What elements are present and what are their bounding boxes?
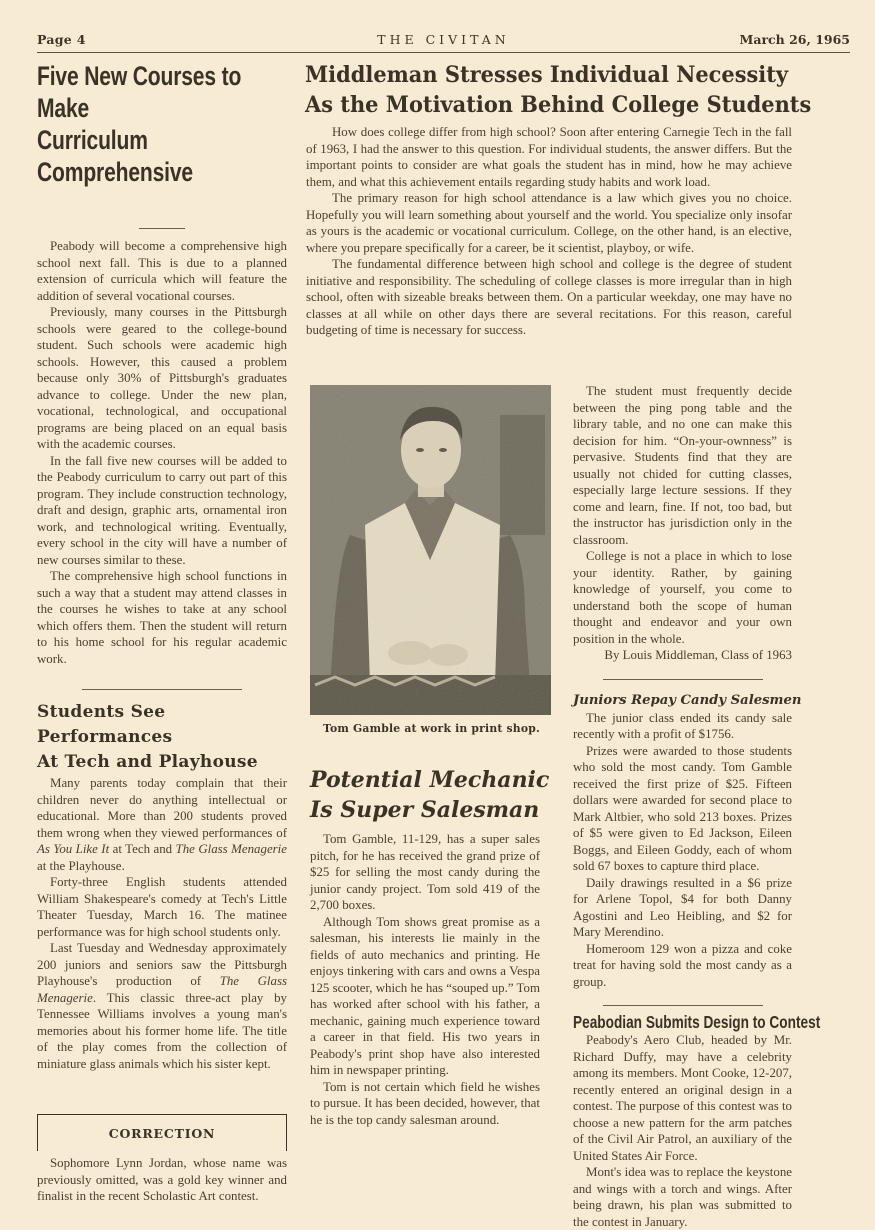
correction-box xyxy=(37,1114,287,1151)
issue-date: March 26, 1965 xyxy=(739,32,850,47)
performances-headline-line2: At Tech and Playhouse xyxy=(37,752,258,772)
text-run: at the Playhouse. xyxy=(37,858,125,873)
article-paragraph: Although Tom shows great promise as a salesman, his interests lie mainly in the fields of auto mechanics and printing. He enjoys tinkering with cars and owns a Vespa 125 scooter, which he has “souped up.” Tom has worked after school with his father, a mechanic, gaining much experience toward a career in that field. His two years in Peabody's print shop have also interested him in newspaper printing. xyxy=(310,914,540,1077)
tom-gamble-photo xyxy=(310,385,551,715)
left-column xyxy=(37,60,287,1205)
correction-title: CORRECTION xyxy=(108,1126,216,1141)
performances-headline xyxy=(37,700,287,775)
correction-text: Sophomore Lynn Jordan, whose name was previously omitted, was a gold key winner and finalist in the recent Scholastic Art contest. xyxy=(37,1156,287,1203)
newspaper-title: THE CIVITAN xyxy=(377,32,510,47)
middleman-article-body xyxy=(306,124,792,339)
article-paragraph: The primary reason for high school attendance is a law which gives you no choice. Hopefully you will learn something about yourself and the world. You specialize only insofar as yours is the academic or vocational curriculum. College, on the other hand, is an elective, where you prepare specifically for a career, be it scientist, playboy, or wife. xyxy=(306,191,792,255)
performances-article-body xyxy=(37,775,287,1072)
play-title: As You Like It xyxy=(37,842,110,856)
divider-rule xyxy=(603,1005,763,1006)
text-run: at Tech and xyxy=(109,842,176,856)
middleman-headline-line2: As the Motivation Behind College Students xyxy=(305,92,812,118)
article-paragraph: The fundamental difference between high school and college is the degree of student initiative and responsibility. The scheduling of college classes is more irregular than in high school, often with sizeable breaks between them. On a particular weekday, one may have no classes at all while on other days there are several recitations. For this reason, careful budgeting of time is necessary for success. xyxy=(306,257,792,337)
courses-headline-line1: Five New Courses to Make xyxy=(37,61,242,123)
article-paragraph: Mont's idea was to replace the keystone and wings with a torch and wings. After being drawn, his plan was submitted to the contest in January. xyxy=(573,1165,792,1229)
divider-rule xyxy=(82,689,242,690)
article-paragraph xyxy=(37,775,287,874)
center-column xyxy=(310,385,553,1128)
middleman-headline xyxy=(305,60,865,120)
right-column xyxy=(573,383,821,1230)
design-article-body xyxy=(573,1032,792,1230)
mechanic-article-body xyxy=(310,831,540,1128)
performances-headline-line1: Students See Performances xyxy=(37,702,173,747)
play-title: The Glass Menagerie xyxy=(37,974,287,1005)
divider-rule xyxy=(603,679,763,680)
article-paragraph: Peabody will become a comprehensive high school next fall. This is due to a planned extension of curricula which will feature the addition of several vocational courses. xyxy=(37,239,287,303)
article-paragraph: The junior class ended its candy sale recently with a profit of $1756. xyxy=(573,710,792,741)
article-paragraph: Daily drawings resulted in a $6 prize for Arlene Topol, $4 for both Danny Agostini and Leo Heibling, and $2 for Mary Merendino. xyxy=(573,875,792,939)
article-paragraph: How does college differ from high school? Soon after entering Carnegie Tech in the fall of 1963, I had the answer to this question. For individual students, the answer differs. But the important points to consider are what goals the student has in mind, how he may achieve them, and what this achievement entails regarding study habits and work load. xyxy=(306,125,792,189)
article-paragraph: The student must frequently decide between the ping pong table and the library table, and no one can make this decision for him. “On-your-ownness” is pervasive. Students find that they are usually not chided for cutting classes, especially large lecture sessions. If they come and learn, fine. If not, too bad, but the instructor has jurisdiction only in the classroom. xyxy=(573,384,792,547)
article-paragraph: In the fall five new courses will be added to the Peabody curriculum to carry out part of this program. They include construction technology, draft and design, graphic arts, ornamental iron work, and technological writing. Eventually, every school in the city will have a number of new courses similar to these. xyxy=(37,453,287,567)
text-run: Many parents today complain that their children never do anything intellectual or educational. More than 200 students proved them wrong when they viewed performances of xyxy=(37,776,287,840)
article-paragraph: Homeroom 129 won a pizza and coke treat for having sold the most candy as a group. xyxy=(573,941,792,989)
candy-headline: Juniors Repay Candy Salesmen xyxy=(573,692,802,708)
mechanic-headline xyxy=(310,765,553,825)
candy-article-body xyxy=(573,710,792,991)
mechanic-headline-line1: Potential Mechanic xyxy=(310,767,550,793)
design-headline: Peabodian Submits Design to Contest xyxy=(573,1012,821,1032)
article-paragraph: Prizes were awarded to those students who sold the most candy. Tom Gamble received the first prize of $25. Fifteen dollars were awarded for second place to Mark Altbier, who sold 213 boxes. Prizes of $5 were given to Ed Jackson, Eileen Boggs, and Eileen Goddy, each of whom sold 67 boxes to capture third place. xyxy=(573,743,792,873)
article-paragraph: Previously, many courses in the Pittsburgh schools were geared to the college-bound student. Such schools were academic high schools. However, this caused a problem because only 30% of Pittsburgh's graduates advance to college. Under the new plan, vocational, technological, and occupational programs are being placed on an equal basis with the academic courses. xyxy=(37,305,287,451)
page-number: Page 4 xyxy=(37,32,86,47)
photo-illustration xyxy=(310,385,551,715)
article-paragraph: Peabody's Aero Club, headed by Mr. Richard Duffy, may have a celebrity among its members. Mont Cooke, 12-207, recently entered an original design in a contest. The purpose of this contest was to choose a new pattern for the arm patches of the Civil Air Patrol, an auxiliary of the United States Air Force. xyxy=(573,1033,792,1163)
play-title: The Glass Menagerie xyxy=(175,842,287,856)
mechanic-headline-line2: Is Super Salesman xyxy=(310,797,540,823)
middleman-article-continued xyxy=(573,383,792,664)
article-paragraph: College is not a place in which to lose your identity. Rather, by gaining knowledge of yourself, you come to understand both the scope of human thought and endeavor and your own position in the whole. xyxy=(573,549,792,646)
divider-rule xyxy=(139,228,185,229)
courses-headline xyxy=(37,60,287,188)
photo-caption: Tom Gamble at work in print shop. xyxy=(323,722,540,735)
middleman-headline-line1: Middleman Stresses Individual Necessity xyxy=(305,62,789,88)
byline: By Louis Middleman, Class of 1963 xyxy=(604,648,792,662)
text-run: Last Tuesday and Wednesday approximately 200 juniors and seniors saw the Pittsburgh Playhouse's production of xyxy=(37,941,287,988)
article-paragraph: Forty-three English students attended William Shakespeare's comedy at Tech's Little Theater Tuesday, March 16. The matinee performance was for high school students only. xyxy=(37,875,287,939)
text-run: . This classic three-act play by Tennessee Williams involves a young man's memories about his former home life. The title of the play comes from the collection of miniature glass animals which his sister kept. xyxy=(37,990,287,1071)
article-paragraph: The comprehensive high school functions in such a way that a student may attend classes in the courses he wishes to take at any school which offers them. Then the student will return to his home school for his regular academic work. xyxy=(37,569,287,666)
masthead xyxy=(37,30,850,53)
article-paragraph xyxy=(37,940,287,1072)
courses-article-body xyxy=(37,238,287,667)
courses-headline-line2: Curriculum Comprehensive xyxy=(37,125,193,187)
article-paragraph: Tom is not certain which field he wishes to pursue. It has been decided, however, that he is the top candy salesman around. xyxy=(310,1079,540,1127)
article-paragraph: Tom Gamble, 11-129, has a super sales pitch, for he has received the grand prize of $25 for selling the most candy during the junior candy project. Tom sold 419 of the 2,700 boxes. xyxy=(310,832,540,912)
